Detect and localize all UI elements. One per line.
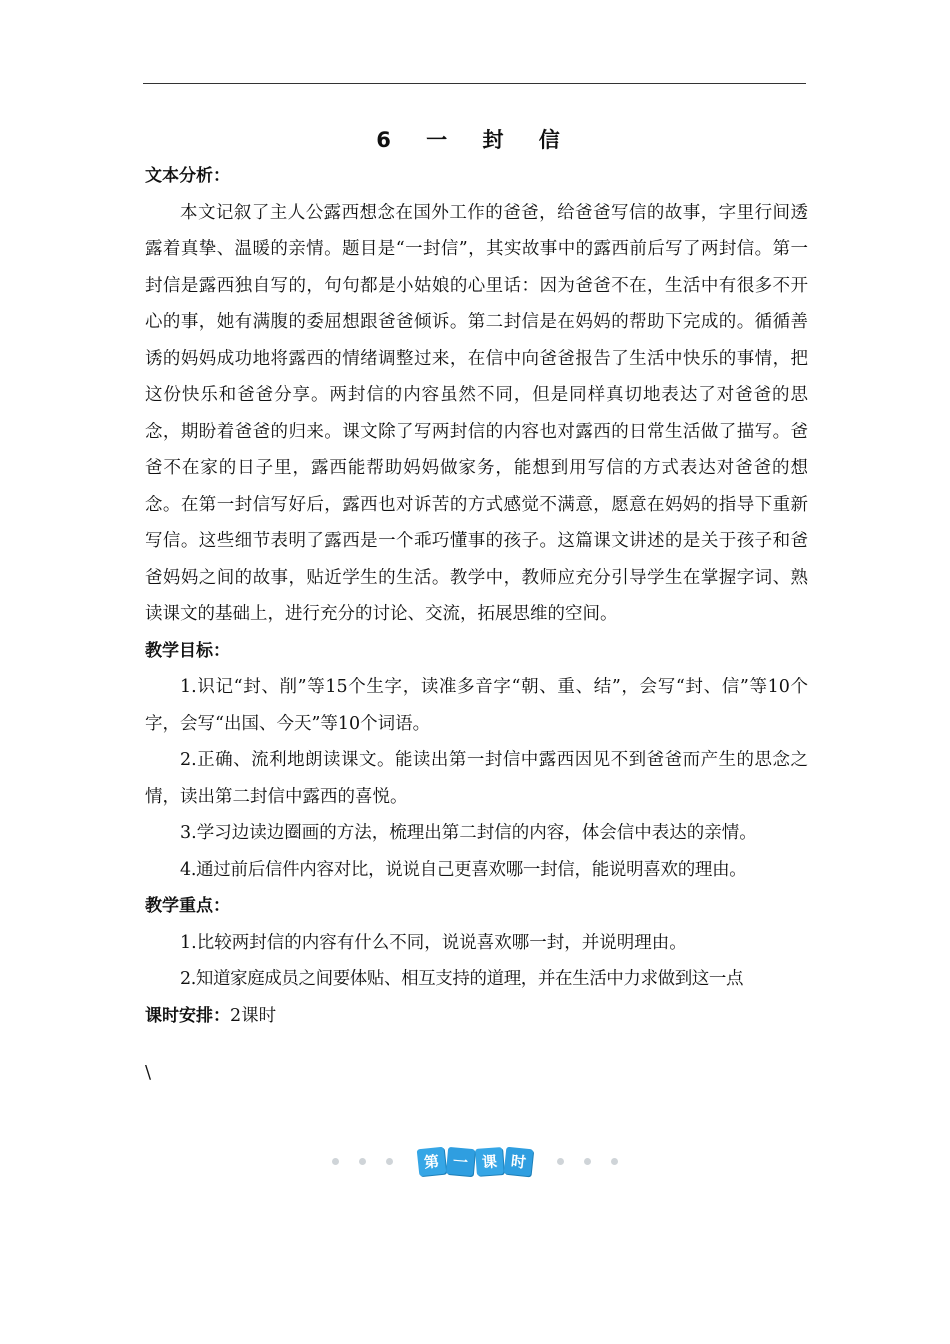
analysis-paragraph: 本文记叙了主人公露西想念在国外工作的爸爸，给爸爸写信的故事，字里行间透露着真挚、温暖的亲情。题目是“一封信”，其实故事中的露西前后写了两封信。第一封信是露西独自写的，句句都是小姑娘的心里话：因为爸爸不在，生活中有很多不开心的事，她有满腹的委屈想跟爸爸倾诉。第二封信是在妈妈的帮助下完成的。循循善诱的妈妈成功地将露西的情绪调整过来，在信中向爸爸报告了生活中快乐的事情，把这份快乐和爸爸分享。两封信的内容虽然不同，但是同样真切地表达了对爸爸的思念，期盼着爸爸的归来。课文除了写两封信的内容也对露西的日常生活做了描写。爸爸不在家的日子里，露西能帮助妈妈做家务，能想到用写信的方式表达对爸爸的想念。在第一封信写好后，露西也对诉苦的方式感觉不满意，愿意在妈妈的指导下重新写信。这些细节表明了露西是一个乖巧懂事的孩子。这篇课文讲述的是关于孩子和爸爸妈妈之间的故事，贴近学生的生活。教学中，教师应充分引导学生在掌握字词、熟读课文的基础上，进行充分的讨论、交流，拓展思维的空间。 — [145, 202, 808, 624]
decorative-dot — [611, 1158, 618, 1165]
goal-item-3: 3.学习边读边圈画的方法，梳理出第二封信的内容，体会信中表达的亲情。 — [180, 823, 757, 843]
badge-char: 课 — [475, 1147, 504, 1176]
decorative-dot — [386, 1158, 393, 1165]
decorative-dot — [584, 1158, 591, 1165]
schedule-heading: 课时安排： — [145, 1005, 230, 1026]
decorative-dot — [557, 1158, 564, 1165]
goal-item-4: 4.通过前后信件内容对比，说说自己更喜欢哪一封信，能说明喜欢的理由。 — [180, 859, 747, 880]
goals-heading: 教学目标： — [145, 640, 230, 661]
schedule-line — [145, 998, 808, 1035]
badge-char: 第 — [417, 1146, 447, 1176]
keypoint-item-2: 2.知道家庭成员之间要体贴、相互支持的道理，并在生活中力求做到这一点 — [180, 969, 744, 989]
goal-item-1: 1.识记“封、削”等15个生字，读准多音字“朝、重、结”，会写“封、信”等10个字，会写“出国、今天”等10个词语。 — [145, 677, 808, 734]
header-rule — [143, 83, 806, 84]
schedule-value: 2课时 — [230, 1005, 277, 1026]
decorative-dot — [359, 1158, 366, 1165]
lesson-footer — [0, 1145, 950, 1177]
page-title: 6 一 封 信 — [376, 128, 574, 152]
decorative-dot — [332, 1158, 339, 1165]
badge-char: 一 — [446, 1146, 475, 1175]
badge-char: 时 — [504, 1146, 534, 1176]
analysis-heading: 文本分析： — [145, 166, 230, 186]
keypoint-item-1: 1.比较两封信的内容有什么不同，说说喜欢哪一封，并说明理由。 — [180, 932, 687, 953]
stray-mark: \ — [145, 1062, 152, 1083]
goal-item-2: 2.正确、流利地朗读课文。能读出第一封信中露西因见不到爸爸而产生的思念之情，读出第二封信中露西的喜悦。 — [145, 750, 808, 807]
document-body — [145, 158, 808, 1034]
keypoints-heading: 教学重点： — [145, 896, 230, 916]
lesson-badge — [417, 1148, 533, 1175]
